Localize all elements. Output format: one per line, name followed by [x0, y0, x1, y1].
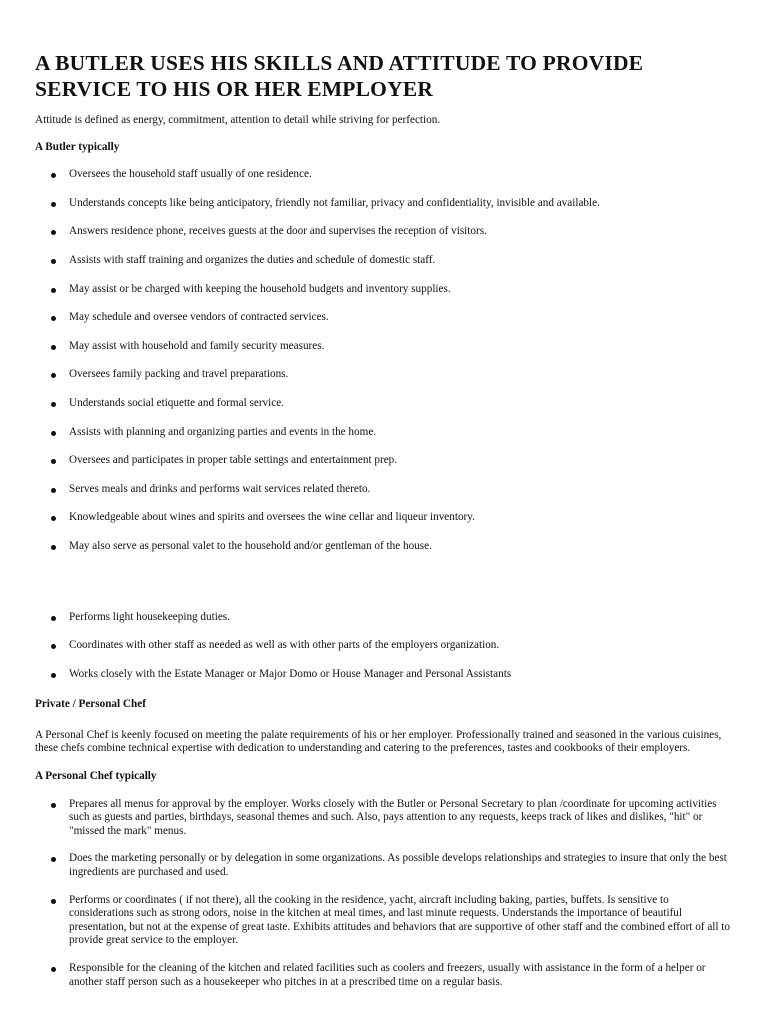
list-item: Serves meals and drinks and performs wait services related thereto. [35, 483, 736, 497]
list-item: May also serve as personal valet to the household and/or gentleman of the house. [35, 540, 736, 554]
list-item: Performs light housekeeping duties. [35, 611, 736, 625]
list-item: Coordinates with other staff as needed as well as with other parts of the employers organization. [35, 639, 736, 653]
list-item: Performs or coordinates ( if not there), all the cooking in the residence, yacht, aircraft including baking, parties, buffets. Is sensitive to considerations such as strong odors, noise in the kitchen at meal times, and last minute requests. Understands the importance of beautiful presentation, but not at the expense of great taste. Exhibits attitudes and behaviors that are supportive of other staff and the combined effort of all to provide great service to the employer. [35, 894, 736, 948]
list-item: May assist or be charged with keeping the household budgets and inventory supplies. [35, 283, 736, 297]
list-item: May schedule and oversee vendors of contracted services. [35, 311, 736, 325]
butler-duties-list [35, 168, 736, 553]
list-item: Does the marketing personally or by delegation in some organizations. As possible develops relationships and strategies to insure that only the best ingredients are purchased and used. [35, 852, 736, 879]
chef-subheading: A Personal Chef typically [35, 770, 157, 783]
list-item: Oversees and participates in proper table settings and entertainment prep. [35, 454, 736, 468]
list-item: Oversees the household staff usually of one residence. [35, 168, 736, 182]
list-item: May assist with household and family security measures. [35, 340, 736, 354]
butler-duties-more-list [35, 611, 736, 682]
chef-duties-list [35, 798, 736, 990]
list-item: Answers residence phone, receives guests at the door and supervises the reception of visitors. [35, 225, 736, 239]
list-item: Understands concepts like being anticipatory, friendly not familiar, privacy and confidentiality, invisible and available. [35, 197, 736, 211]
chef-section-heading: Private / Personal Chef [35, 698, 146, 711]
list-item: Assists with planning and organizing parties and events in the home. [35, 426, 736, 440]
list-item: Responsible for the cleaning of the kitchen and related facilities such as coolers and freezers, usually with assistance in the form of a helper or another staff person such as a housekeeper who pitches in at a prescribed time on a regular basis. [35, 962, 736, 989]
list-item: Assists with staff training and organizes the duties and schedule of domestic staff. [35, 254, 736, 268]
list-item: Knowledgeable about wines and spirits and oversees the wine cellar and liqueur inventory. [35, 511, 736, 525]
list-item: Understands social etiquette and formal service. [35, 397, 736, 411]
list-item: Prepares all menus for approval by the employer. Works closely with the Butler or Personal Secretary to plan /coordinate for upcoming activities such as guests and parties, birthdays, seasonal themes and such. Also, pays attention to any requests, keeps track of likes and dislikes, "hit" or "missed the mark" menus. [35, 798, 736, 839]
list-item: Works closely with the Estate Manager or Major Domo or House Manager and Personal Assistants [35, 668, 736, 682]
list-item: Oversees family packing and travel preparations. [35, 368, 736, 382]
intro-paragraph: Attitude is defined as energy, commitment, attention to detail while striving for perfection. [35, 114, 441, 126]
butler-subheading: A Butler typically [35, 140, 120, 153]
page-title: A BUTLER USES HIS SKILLS AND ATTITUDE TO PROVIDE SERVICE TO HIS OR HER EMPLOYER [35, 51, 644, 101]
chef-description-paragraph: A Personal Chef is keenly focused on meeting the palate requirements of his or her employer. Professionally trained and seasoned in the various cuisines, these chefs combine technical expertise with dedication to understanding and catering to the preferences, tastes and cookbooks of their employers. [35, 728, 722, 755]
